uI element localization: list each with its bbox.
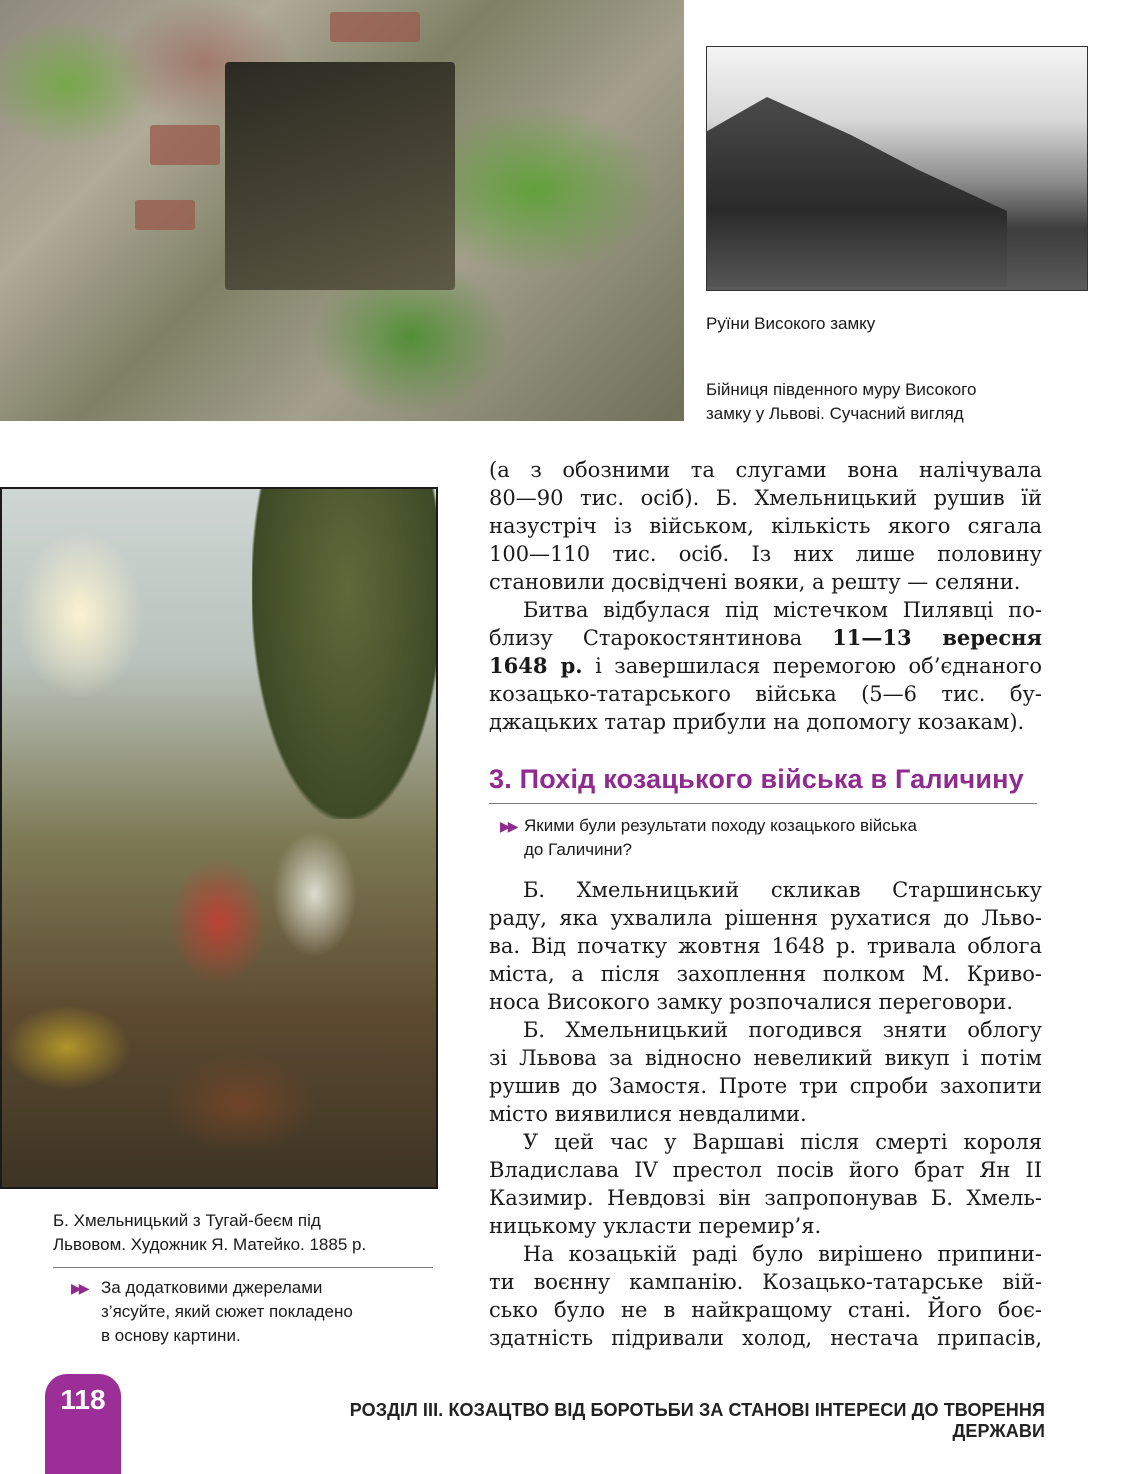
paragraph-2	[489, 1016, 1042, 1128]
text-line: (а з обозними та слугами вона налічувала	[489, 458, 1042, 482]
paragraph-1	[489, 876, 1042, 1016]
section-heading: 3. Похід козацького війська в Галичину	[489, 764, 1024, 794]
text-line: Б. Хмельницький скликав Старшинську	[523, 878, 1042, 902]
brick	[150, 125, 220, 165]
text-line: сько було не в найкращому стані. Його боє-	[489, 1298, 1042, 1322]
text-line: назустріч із військом, кількість якого сягала	[489, 514, 1042, 538]
ruins-caption-text: Руїни Високого замку	[706, 314, 876, 333]
brick	[135, 200, 195, 230]
intro-paragraph	[489, 456, 1042, 596]
double-arrow-icon: ▶▶	[71, 1280, 87, 1296]
text-line: ницькому укласти перемир’я.	[489, 1214, 822, 1238]
castle-ruins-photo	[706, 46, 1088, 291]
caption-divider	[53, 1267, 433, 1268]
text-line: ти воєнну кампанію. Козацько-татарське вій-	[489, 1270, 1042, 1294]
text-line: рушив до Замостя. Проте три спроби захопити	[489, 1074, 1042, 1098]
battle-year: 1648 р.	[489, 653, 583, 678]
text-line: 80—90 тис. осіб). Б. Хмельницький рушив їй	[489, 486, 1042, 510]
text-line: 100—110 тис. осіб. Із них лише половину	[489, 542, 1042, 566]
battle-date: 11—13 вересня	[832, 625, 1042, 650]
painting-tree	[252, 489, 438, 819]
text-run: близу Старокостянтинова	[489, 626, 833, 650]
battle-paragraph	[489, 596, 1042, 736]
text-line: раду, яка ухвалила рішення рухатися до Льво-	[489, 906, 1042, 930]
painting-caption-line: Б. Хмельницький з Тугай-беєм під	[53, 1211, 321, 1230]
text-line: місто виявилися невдалими.	[489, 1102, 807, 1126]
text-line: козацько-татарського війська (5—6 тис. бу-	[489, 682, 1042, 706]
paragraph-3	[489, 1128, 1042, 1240]
text-line: становили досвідчені вояки, а решту — селяни.	[489, 570, 1021, 594]
painting-task	[73, 1276, 433, 1348]
loophole-photo	[0, 0, 684, 421]
heading-divider	[489, 803, 1037, 804]
section-question-line: Якими були результати походу козацького війська	[524, 816, 917, 835]
text-line: джацьких татар прибули на допомогу козакам).	[489, 710, 1025, 734]
text-line: носа Високого замку розпочалися переговори.	[489, 990, 1014, 1014]
ruined-wall	[707, 97, 1007, 287]
painting-task-line: За додатковими джерелами	[101, 1278, 323, 1297]
chapter-title: РОЗДІЛ ІІІ. КОЗАЦТВО ВІД БОРОТЬБИ ЗА СТАНОВІ ІНТЕРЕСИ ДО ТВОРЕННЯ ДЕРЖАВИ	[349, 1400, 1045, 1441]
text-run: і завершилася перемогою об’єднаного	[582, 654, 1042, 678]
text-line: У цей час у Варшаві після смерті короля	[523, 1130, 1042, 1154]
loophole-opening	[225, 62, 455, 290]
text-line: зі Львова за відносно невеликий викуп і потім	[489, 1046, 1042, 1070]
painting-caption	[53, 1209, 443, 1257]
painting-task-line: в основу картини.	[101, 1326, 241, 1345]
page-number: 118	[60, 1384, 106, 1415]
text-line: ва. Від початку жовтня 1648 р. тривала облога	[489, 934, 1042, 958]
text-line: Казимир. Невдовзі він запропонував Б. Хмель-	[489, 1186, 1042, 1210]
text-line: На козацькій раді було вирішено припини-	[523, 1242, 1042, 1266]
painting-caption-line: Львовом. Художник Я. Матейко. 1885 р.	[53, 1235, 367, 1254]
brick	[330, 12, 420, 42]
ruins-caption	[706, 312, 1106, 336]
loophole-caption-line: Бійниця південного муру Високого	[706, 380, 977, 399]
text-line	[489, 652, 1042, 680]
loophole-caption	[706, 378, 1126, 426]
section-question-line: до Галичини?	[524, 840, 632, 859]
text-line: міста, а після захоплення полком М. Криво-	[489, 962, 1042, 986]
text-line: Владислава IV престол посів його брат Ян II	[489, 1158, 1042, 1182]
section-question	[500, 814, 1040, 862]
text-line: Б. Хмельницький погодився зняти облогу	[523, 1018, 1042, 1042]
painting-task-line: з’ясуйте, який сюжет покладено	[101, 1302, 353, 1321]
matejko-painting	[0, 487, 438, 1189]
double-arrow-icon: ▶▶	[500, 818, 516, 834]
text-line: Битва відбулася під містечком Пилявці по-	[523, 598, 1042, 622]
loophole-caption-line: замку у Львові. Сучасний вигляд	[706, 404, 964, 423]
paragraph-4	[489, 1240, 1042, 1352]
text-line	[489, 624, 1042, 652]
text-line: здатність підривали холод, нестача припасів,	[489, 1326, 1042, 1350]
